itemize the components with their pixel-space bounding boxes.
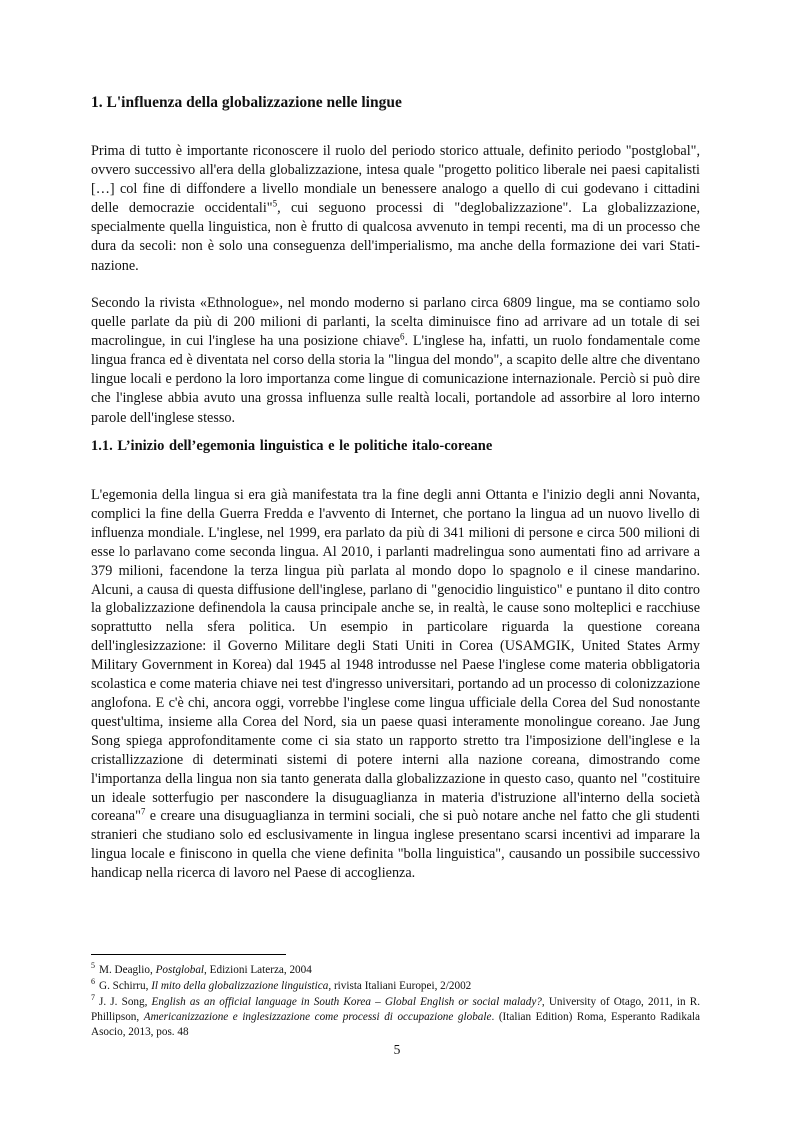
subsection-heading: 1.1. L’inizio dell’egemonia linguistica e le politiche italo-coreane <box>91 438 493 454</box>
footnote-text: , University of Otago, 2011, in R. Phillipson, <box>91 996 700 1023</box>
paragraph-text: , cui seguono processi di "deglobalizzazione". La globalizzazione, specialmente quella linguistica, non è frutto di qualcosa avvenuto in tempi recenti, ma di un processo che dura da secoli: non è solo una conseguenza dell'imperialismo, ma anche della formazione dei vari Stati-nazione. <box>91 200 700 274</box>
footnote-text: . (Italian Edition) Roma, Esperanto Radikala Asocio, 2013, pos. 48 <box>91 1011 700 1038</box>
footnote-text: J. J. Song, <box>99 996 152 1008</box>
footnote-text: , rivista Italiani Europei, 2/2002 <box>328 980 472 992</box>
footnote-title: Postglobal <box>155 964 205 976</box>
paragraph-text: Secondo la rivista «Ethnologue», nel mondo moderno si parlano circa 6809 lingue, ma se contiamo solo quelle parlate da più di 200 milioni di parlanti, la scelta diminuisce fino ad arrivare ad un totale di sei macrolingue, in cui l'inglese ha una posizione chiave <box>91 295 700 350</box>
footnote-ref[interactable]: 7 <box>140 806 146 817</box>
paragraph-hegemony <box>91 486 700 883</box>
footnote <box>91 963 700 978</box>
footnote-title: English as an official language in South Korea – Global English or social malady? <box>151 996 542 1008</box>
footnote-number: 7 <box>91 993 95 1003</box>
paragraph-text: e creare una disuguaglianza in termini sociali, che si può notare anche nel fatto che gli studenti stranieri che studiano solo ed esclusivamente in lingua inglese presentano scarsi incentivi ad imparare la lingua locale e finiscono in quella che viene definita "bolla linguistica", causando un possibile successivo handicap nella ricerca di lavoro nel Paese di accoglienza. <box>91 808 700 882</box>
paragraph-text: . L'inglese ha, infatti, un ruolo fondamentale come lingua franca ed è diventata nel corso della storia la "lingua del mondo", a scapito delle altre che diventano lingue locali e perdono la loro importanza come lingue di comunicazione internazionale. Perciò si può dire che l'inglese abbia avuto una grossa influenza sulle realtà locali, portandole ad assorbire al loro interno parole dell'inglese stesso. <box>91 333 701 426</box>
paragraph-text: Prima di tutto è importante riconoscere il ruolo del periodo storico attuale, definito periodo "postglobal", ovvero successivo all'era della globalizzazione, intesa quale "progetto politico liberale nei paesi capitalisti […] col fine di diffondere a livello mondiale un benessere analogo a quello di cui godevano i cittadini delle democrazie occidentali" <box>91 143 700 217</box>
footnote-title: Americanizzazione e inglesizzazione come processi di occupazione globale <box>143 1011 492 1023</box>
footnote-separator <box>91 954 286 955</box>
footnote-text: , Edizioni Laterza, 2004 <box>204 964 312 976</box>
footnote <box>91 979 700 994</box>
footnote-number: 5 <box>91 961 95 971</box>
footnote-text: M. Deaglio, <box>99 964 156 976</box>
section-heading: 1. L'influenza della globalizzazione nelle lingue <box>91 94 402 111</box>
page-number: 5 <box>393 1042 401 1057</box>
footnote-ref[interactable]: 5 <box>272 198 278 209</box>
footnote-ref[interactable]: 6 <box>399 331 405 342</box>
footnotes <box>91 963 700 1041</box>
footnote-number: 6 <box>91 977 95 987</box>
footnote-text: G. Schirru, <box>99 980 152 992</box>
paragraph-intro <box>91 142 700 276</box>
paragraph-ethnologue <box>91 294 700 428</box>
footnote-title: Il mito della globalizzazione linguistica <box>151 980 329 992</box>
paragraph-text: L'egemonia della lingua si era già manifestata tra la fine degli anni Ottanta e l'inizio degli anni Novanta, complici la fine della Guerra Fredda e l'avvento di Internet, che portano la lingua ad un nuovo livello di influenza mondiale. L'inglese, nel 1999, era parlato da più di 341 milioni di persone e circa 500 milioni di esse lo parlavano come seconda lingua. Al 2010, i parlanti madrelingua sono aumentati fino ad arrivare a 379 milioni, facendone la terza lingua più parlata al mondo dopo lo spagnolo e il cinese mandarino. Alcuni, a causa di questa diffusione dell'inglese, parlano di "genocidio linguistico" e puntano il dito contro la globalizzazione definendola la causa principale anche se, in realtà, le cause sono molteplici e racchiuse soprattutto nella sfera politica. Un esempio in particolare riguarda la questione coreana dell'inglesizzazione: il Governo Militare degli Stati Uniti in Corea (USAMGIK, United States Army Military Government in Korea) dal 1945 al 1948 introdusse nel Paese l'inglese come materia obbligatoria scolastica e come materia chiave nei test d'ingresso universitari, portando ad un processo di colonizzazione anglofona. E c'è chi, ancora oggi, vorrebbe l'inglese come lingua ufficiale della Corea del Sud nonostante quest'ultima, insieme alla Corea del Nord, sia un paese quasi interamente monolingue coreano. Jae Jung Song spiega approfonditamente come ci sia stato un rapporto stretto tra l'imposizione dell'inglese e la cristallizzazione di determinati sistemi di potere interni alla nazione coreana, dimostrando come l'importanza della lingua non sia tanto generata dalla globalizzazione in questo caso, quanto nel "costituire un ideale sotterfugio per nascondere la disuguaglianza in materia d'istruzione all'interno della società coreana" <box>91 487 700 825</box>
footnote <box>91 995 700 1040</box>
